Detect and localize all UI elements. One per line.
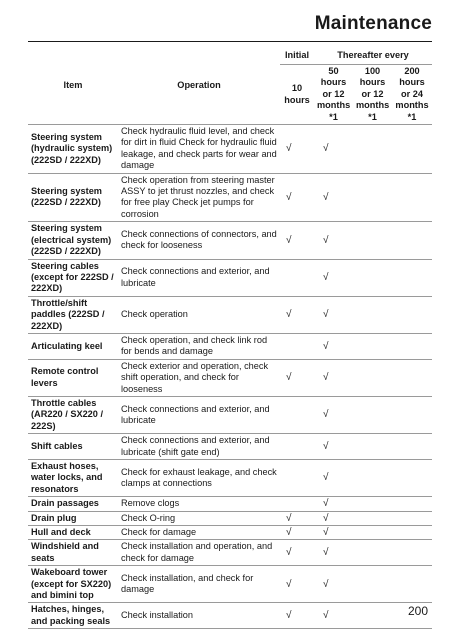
row-check-initial bbox=[280, 259, 314, 296]
row-check-100h bbox=[353, 460, 392, 497]
header-operation: Operation bbox=[118, 48, 280, 125]
row-operation: Check installation and operation, and check for damage bbox=[118, 540, 280, 566]
row-check-100h bbox=[353, 259, 392, 296]
row-operation: Check connections and exterior, and lubricate bbox=[118, 396, 280, 433]
table-header-row-top bbox=[28, 48, 432, 65]
row-check-100h bbox=[353, 603, 392, 629]
row-item: Throttle/shift paddles (222SD / 222XD) bbox=[28, 296, 118, 333]
row-check-initial bbox=[280, 434, 314, 460]
row-check-initial bbox=[280, 333, 314, 359]
header-interval-200: 200 hours or 24 months *1 bbox=[392, 65, 432, 125]
table-row bbox=[28, 259, 432, 296]
row-item: Steering cables (except for 222SD / 222XD) bbox=[28, 259, 118, 296]
table-row bbox=[28, 396, 432, 433]
row-check-100h bbox=[353, 173, 392, 222]
row-check-initial: √ bbox=[280, 296, 314, 333]
row-check-50h: √ bbox=[314, 497, 353, 511]
row-check-100h bbox=[353, 222, 392, 259]
header-initial: Initial bbox=[280, 48, 314, 65]
row-check-100h bbox=[353, 497, 392, 511]
table-row bbox=[28, 125, 432, 174]
row-item: Steering system (222SD / 222XD) bbox=[28, 173, 118, 222]
table-row bbox=[28, 222, 432, 259]
row-operation: Check O-ring bbox=[118, 511, 280, 525]
row-check-200h bbox=[392, 497, 432, 511]
row-check-50h: √ bbox=[314, 173, 353, 222]
row-operation: Check exterior and operation, check shift operation, and check for looseness bbox=[118, 359, 280, 396]
row-check-100h bbox=[353, 511, 392, 525]
page-title: Maintenance bbox=[314, 13, 432, 34]
row-check-50h: √ bbox=[314, 125, 353, 174]
row-check-initial: √ bbox=[280, 173, 314, 222]
row-check-initial: √ bbox=[280, 566, 314, 603]
row-check-initial: √ bbox=[280, 222, 314, 259]
row-check-50h: √ bbox=[314, 222, 353, 259]
row-check-initial: √ bbox=[280, 603, 314, 629]
table-row bbox=[28, 566, 432, 603]
row-item: Steering system (hydraulic system) (222SD / 222XD) bbox=[28, 125, 118, 174]
table-body bbox=[28, 125, 432, 629]
row-check-100h bbox=[353, 125, 392, 174]
header-divider bbox=[28, 41, 432, 42]
row-check-100h bbox=[353, 296, 392, 333]
row-check-50h: √ bbox=[314, 333, 353, 359]
row-operation: Remove clogs bbox=[118, 497, 280, 511]
row-operation: Check installation, and check for damage bbox=[118, 566, 280, 603]
row-check-50h: √ bbox=[314, 511, 353, 525]
row-check-200h bbox=[392, 173, 432, 222]
row-check-200h bbox=[392, 511, 432, 525]
table-row bbox=[28, 540, 432, 566]
row-operation: Check for damage bbox=[118, 526, 280, 540]
row-item: Remote control levers bbox=[28, 359, 118, 396]
row-check-100h bbox=[353, 333, 392, 359]
row-check-200h bbox=[392, 540, 432, 566]
row-check-200h bbox=[392, 259, 432, 296]
row-item: Exhaust hoses, water locks, and resonators bbox=[28, 460, 118, 497]
row-check-initial bbox=[280, 460, 314, 497]
row-check-200h bbox=[392, 333, 432, 359]
row-operation: Check operation from steering master ASSY to jet thrust nozzles, and check for free play Check jet pumps for corrosion bbox=[118, 173, 280, 222]
row-check-200h bbox=[392, 434, 432, 460]
table-row bbox=[28, 333, 432, 359]
row-check-200h bbox=[392, 296, 432, 333]
row-check-50h: √ bbox=[314, 526, 353, 540]
row-item: Drain plug bbox=[28, 511, 118, 525]
row-check-50h: √ bbox=[314, 396, 353, 433]
row-item: Throttle cables (AR220 / SX220 / 222S) bbox=[28, 396, 118, 433]
row-operation: Check installation bbox=[118, 603, 280, 629]
row-item: Steering system (electrical system) (222SD / 222XD) bbox=[28, 222, 118, 259]
table-row bbox=[28, 497, 432, 511]
table-row bbox=[28, 603, 432, 629]
row-check-50h: √ bbox=[314, 460, 353, 497]
row-check-initial bbox=[280, 497, 314, 511]
row-check-initial: √ bbox=[280, 511, 314, 525]
row-check-200h bbox=[392, 222, 432, 259]
row-item: Articulating keel bbox=[28, 333, 118, 359]
row-item: Drain passages bbox=[28, 497, 118, 511]
row-operation: Check operation bbox=[118, 296, 280, 333]
table-row bbox=[28, 296, 432, 333]
row-operation: Check connections and exterior, and lubricate bbox=[118, 259, 280, 296]
row-check-100h bbox=[353, 540, 392, 566]
page-number: 200 bbox=[407, 604, 428, 618]
row-check-100h bbox=[353, 526, 392, 540]
row-item: Hull and deck bbox=[28, 526, 118, 540]
row-check-50h: √ bbox=[314, 296, 353, 333]
table-row bbox=[28, 173, 432, 222]
row-check-initial: √ bbox=[280, 526, 314, 540]
header-thereafter: Thereafter every bbox=[314, 48, 432, 65]
maintenance-table bbox=[28, 48, 432, 629]
table-row bbox=[28, 511, 432, 525]
row-operation: Check connections and exterior, and lubricate (shift gate end) bbox=[118, 434, 280, 460]
row-check-200h bbox=[392, 125, 432, 174]
row-check-initial: √ bbox=[280, 125, 314, 174]
row-operation: Check operation, and check link rod for bends and damage bbox=[118, 333, 280, 359]
row-item: Wakeboard tower (except for SX220) and bimini top bbox=[28, 566, 118, 603]
header-interval-100: 100 hours or 12 months *1 bbox=[353, 65, 392, 125]
row-check-initial: √ bbox=[280, 359, 314, 396]
row-check-50h: √ bbox=[314, 566, 353, 603]
row-check-initial: √ bbox=[280, 540, 314, 566]
row-check-50h: √ bbox=[314, 540, 353, 566]
table-row bbox=[28, 359, 432, 396]
header-interval-50: 50 hours or 12 months *1 bbox=[314, 65, 353, 125]
row-operation: Check for exhaust leakage, and check clamps at connections bbox=[118, 460, 280, 497]
row-check-50h: √ bbox=[314, 434, 353, 460]
row-check-100h bbox=[353, 359, 392, 396]
row-operation: Check connections of connectors, and check for looseness bbox=[118, 222, 280, 259]
row-item: Hatches, hinges, and packing seals bbox=[28, 603, 118, 629]
row-operation: Check hydraulic fluid level, and check for dirt in fluid Check for hydraulic fluid leakage, and check parts for wear and damage bbox=[118, 125, 280, 174]
row-item: Windshield and seats bbox=[28, 540, 118, 566]
row-check-100h bbox=[353, 434, 392, 460]
row-item: Shift cables bbox=[28, 434, 118, 460]
row-check-200h bbox=[392, 566, 432, 603]
row-check-50h: √ bbox=[314, 259, 353, 296]
header-initial-hours: 10 hours bbox=[280, 65, 314, 125]
row-check-200h bbox=[392, 396, 432, 433]
row-check-initial bbox=[280, 396, 314, 433]
row-check-100h bbox=[353, 566, 392, 603]
table-row bbox=[28, 434, 432, 460]
row-check-50h: √ bbox=[314, 359, 353, 396]
row-check-200h bbox=[392, 526, 432, 540]
row-check-200h bbox=[392, 460, 432, 497]
table-row bbox=[28, 460, 432, 497]
row-check-100h bbox=[353, 396, 392, 433]
header-item: Item bbox=[28, 48, 118, 125]
row-check-50h: √ bbox=[314, 603, 353, 629]
row-check-200h bbox=[392, 359, 432, 396]
table-row bbox=[28, 526, 432, 540]
